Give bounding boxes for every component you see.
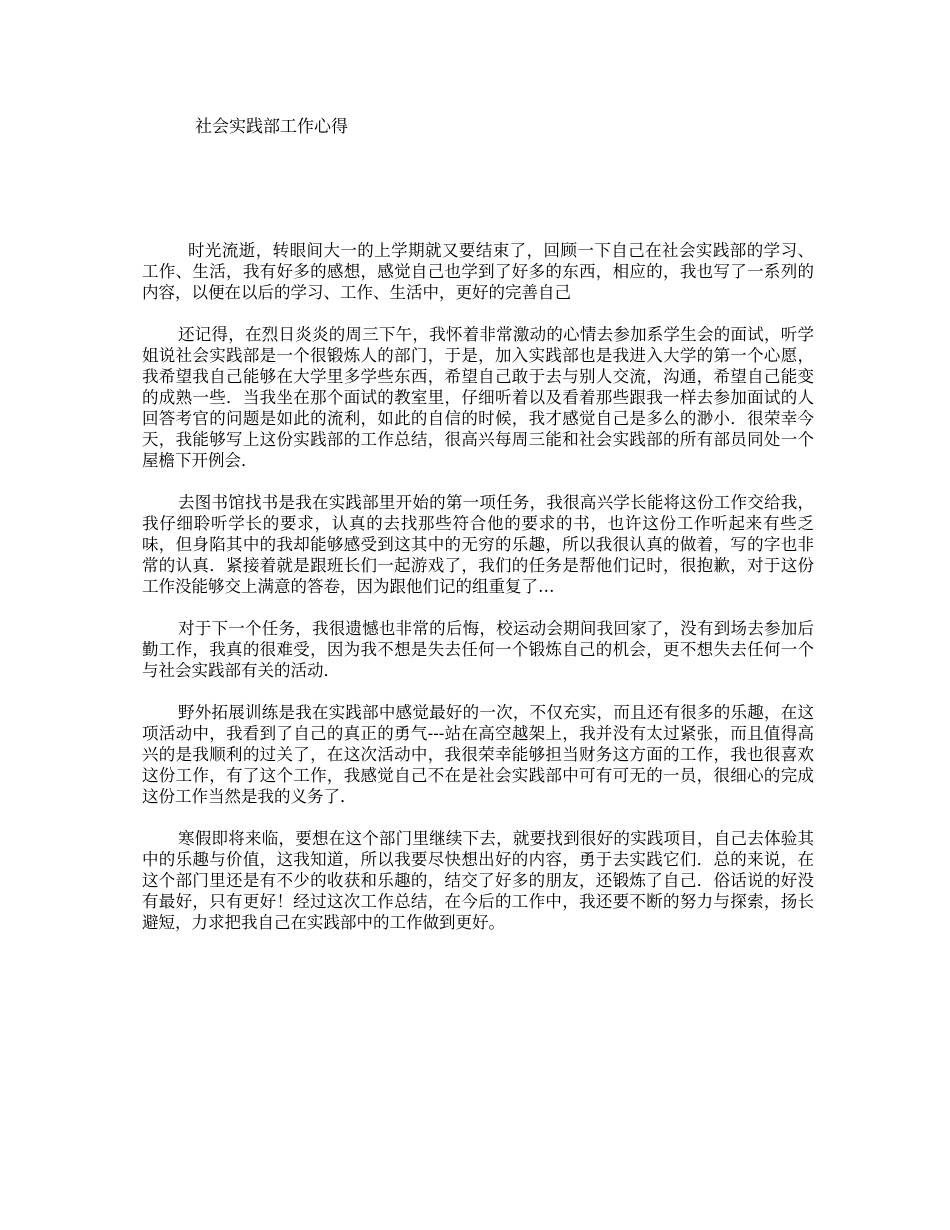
paragraph-3: 去图书馆找书是我在实践部里开始的第一项任务，我很高兴学长能将这份工作交给我，我仔细聆听学长的要求，认真的去找那些符合他的要求的书，也许这份工作听起来有些乏味，但身陷其中的我却能够感受到这其中的无穷的乐趣，所以我很认真的做着，写的字也非常的认真．紧接着就是跟班长们一起游戏了，我们的任务是帮他们记时，很抱歉，对于这份工作没能够交上满意的答卷，因为跟他们记的组重复了… <box>142 493 814 596</box>
paragraph-2: 还记得，在烈日炎炎的周三下午，我怀着非常激动的心情去参加系学生会的面试，听学姐说社会实践部是一个很锻炼人的部门，于是，加入实践部也是我进入大学的第一个心愿，我希望我自己能够在大学里多学些东西，希望自己敢于去与别人交流，沟通，希望自己能变的成熟一些．当我坐在那个面试的教室里，仔细听着以及看着那些跟我一样去参加面试的人回答考官的问题是如此的流利，如此的自信的时候，我才感觉自己是多么的渺小．很荣幸今天，我能够写上这份实践部的工作总结，很高兴每周三能和社会实践部的所有部员同处一个屋檐下开例会． <box>142 325 814 470</box>
paragraph-4: 对于下一个任务，我很遗憾也非常的后悔，校运动会期间我回家了，没有到场去参加后勤工作，我真的很难受，因为我不想是失去任何一个锻炼自己的机会，更不想失去任何一个与社会实践部有关的活动． <box>142 619 814 680</box>
document-title: 社会实践部工作心得 <box>195 117 348 137</box>
document-body <box>142 240 814 954</box>
paragraph-1: 时光流逝，转眼间大一的上学期就又要结束了，回顾一下自己在社会实践部的学习、工作、生活，我有好多的感想，感觉自己也学到了好多的东西，相应的，我也写了一系列的内容，以便在以后的学习、工作、生活中，更好的完善自己 <box>142 241 814 302</box>
paragraph-6: 寒假即将来临，要想在这个部门里继续下去，就要找到很好的实践项目，自己去体验其中的乐趣与价值，这我知道，所以我要尽快想出好的内容，勇于去实践它们．总的来说，在这个部门里还是有不少的收获和乐趣的，结交了好多的朋友，还锻炼了自己．俗话说的好没有最好，只有更好！经过这次工作总结，在今后的工作中，我还要不断的努力与探索，扬长避短，力求把我自己在实践部中的工作做到更好。 <box>142 829 814 932</box>
paragraph-5: 野外拓展训练是我在实践部中感觉最好的一次，不仅充实，而且还有很多的乐趣，在这项活动中，我看到了自己的真正的勇气---站在高空越架上，我并没有太过紧张，而且值得高兴的是我顺利的过关了，在这次活动中，我很荣幸能够担当财务这方面的工作，我也很喜欢这份工作，有了这个工作，我感觉自己不在是社会实践部中可有可无的一员，很细心的完成这份工作当然是我的义务了． <box>142 703 814 806</box>
